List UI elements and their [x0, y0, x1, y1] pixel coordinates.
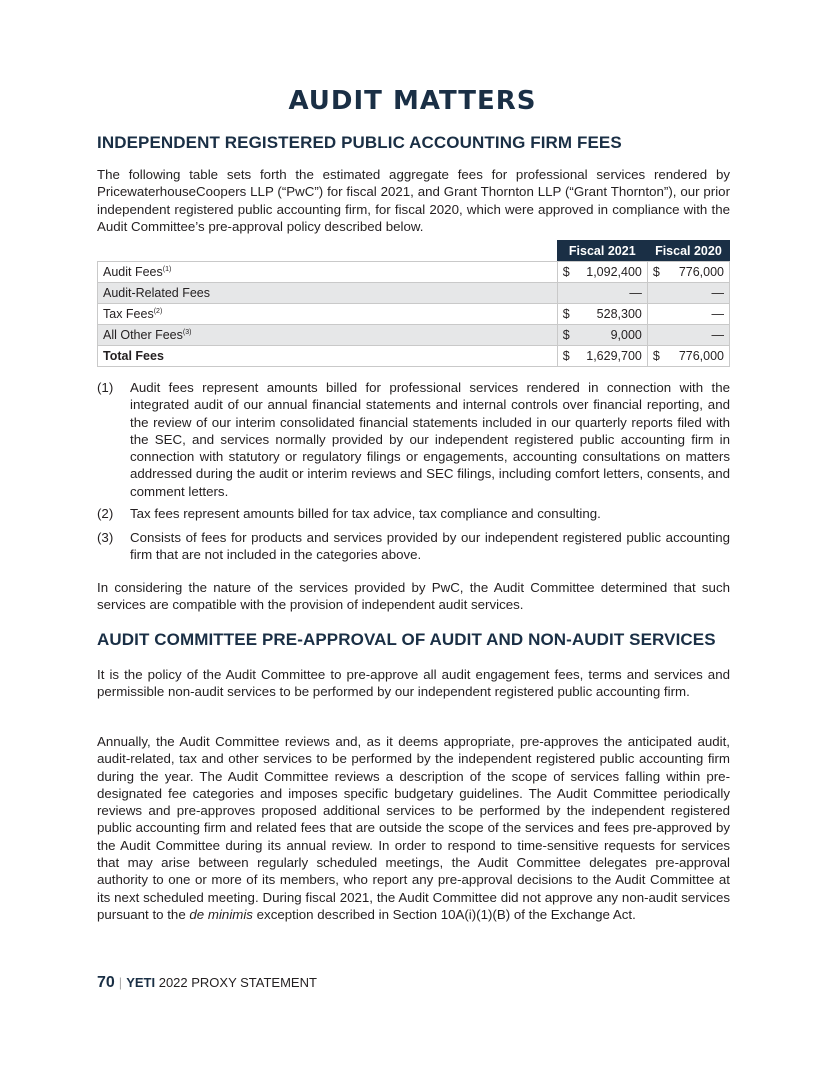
- footnote-2: [97, 505, 730, 522]
- header-fiscal-2021: Fiscal 2021: [557, 240, 647, 262]
- cell-fiscal-2020: $ 776,000: [647, 346, 729, 367]
- footnote-mark: (3): [97, 530, 114, 545]
- footer-brand: YETI: [126, 975, 156, 990]
- row-label: Audit Fees$^{(1)}$: [98, 262, 558, 283]
- cell-fiscal-2020: $ 776,000: [647, 262, 729, 283]
- annual-review-paragraph: Annually, the Audit Committee reviews and, as it deems appropriate, pre-approves the anticipated audit, audit-related, tax and other services to be performed by the independent registered public accounting firm during the year. The Audit Committee reviews a description of the scope of services falling within pre-designated fee categories and imposes specific budgetary guidelines. The Audit Committee periodically reviews and pre-approves proposed additional services to be performed by the independent registered public accounting firm and related fees that are outside the scope of the services and fees pre-approved by the Audit Committee during its annual review. In order to respond to time-sensitive requests for services that may arise between regularly scheduled meetings, the Audit Committee delegates pre-approval authority to one or more of its members, who report any pre-approval decisions to the Audit Committee at its next scheduled meeting. During fiscal 2021, the Audit Committee did not approve any non-audit services pursuant to the de minimis exception described in Section 10A(i)(1)(B) of the Exchange Act.: [97, 734, 730, 922]
- row-label: Total Fees: [98, 346, 558, 367]
- section-heading-fees: INDEPENDENT REGISTERED PUBLIC ACCOUNTING FIRM FEES: [97, 133, 622, 152]
- cell-fiscal-2021: $ 9,000: [557, 325, 647, 346]
- table-row-total: [98, 346, 730, 367]
- page-title: AUDIT MATTERS: [288, 86, 537, 116]
- section-heading-preapproval: AUDIT COMMITTEE PRE-APPROVAL OF AUDIT AND NON-AUDIT SERVICES: [97, 630, 716, 649]
- footer-separator: |: [118, 975, 123, 990]
- cell-fiscal-2020: —: [647, 283, 729, 304]
- header-fiscal-2020: Fiscal 2020: [647, 240, 729, 262]
- footnote-1: [97, 379, 730, 500]
- cell-fiscal-2021: $ 1,092,400: [557, 262, 647, 283]
- footer-doc-title: 2022 PROXY STATEMENT: [158, 975, 317, 990]
- footnote-text: Audit fees represent amounts billed for professional services rendered in connection with the integrated audit of our annual financial statements and internal controls over financial reporting, and the review of our interim consolidated financial statements included in our quarterly reports filed with the SEC, and services normally provided by our independent registered public accounting firm in connection with statutory or regulatory filings or engagements, accounting consultations on matters addressed during the audit or interim reviews and SEC filings, including comfort letters, consents, and comment letters.: [130, 380, 730, 499]
- table-row: [98, 325, 730, 346]
- row-label: Audit-Related Fees: [98, 283, 558, 304]
- footnote-mark: (1): [97, 380, 114, 395]
- fee-table: [97, 240, 730, 367]
- table-header-row: [98, 240, 730, 262]
- page-footer: [97, 974, 317, 992]
- conclusion-paragraph: In considering the nature of the services provided by PwC, the Audit Committee determined that such services are compatible with the provision of independent audit services.: [97, 580, 730, 613]
- header-blank: [98, 240, 558, 262]
- cell-fiscal-2021: —: [557, 283, 647, 304]
- cell-fiscal-2021: $ 528,300: [557, 304, 647, 325]
- policy-paragraph: It is the policy of the Audit Committee to pre-approve all audit engagement fees, terms and services and permissible non-audit services to be performed by our independent registered public accounting firm.: [97, 667, 730, 700]
- footnote-mark: (2): [97, 506, 114, 521]
- cell-fiscal-2020: —: [647, 325, 729, 346]
- footnote-text: Consists of fees for products and services provided by our independent registered public accounting firm that are not included in the categories above.: [130, 530, 730, 563]
- table-row: [98, 262, 730, 283]
- cell-fiscal-2020: —: [647, 304, 729, 325]
- table-row: [98, 304, 730, 325]
- footnote-text: Tax fees represent amounts billed for tax advice, tax compliance and consulting.: [130, 506, 601, 521]
- footnote-3: [97, 529, 730, 564]
- page-number: 70: [97, 974, 115, 991]
- intro-paragraph: The following table sets forth the estimated aggregate fees for professional services rendered by PricewaterhouseCoopers LLP (“PwC”) for fiscal 2021, and Grant Thornton LLP (“Grant Thornton”), our prior independent registered public accounting firm, for fiscal 2020, which were approved in compliance with the Audit Committee’s pre-approval policy described below.: [97, 167, 730, 234]
- row-label: All Other Fees$^{(3)}$: [98, 325, 558, 346]
- table-row: [98, 283, 730, 304]
- row-label: Tax Fees$^{(2)}$: [98, 304, 558, 325]
- cell-fiscal-2021: $ 1,629,700: [557, 346, 647, 367]
